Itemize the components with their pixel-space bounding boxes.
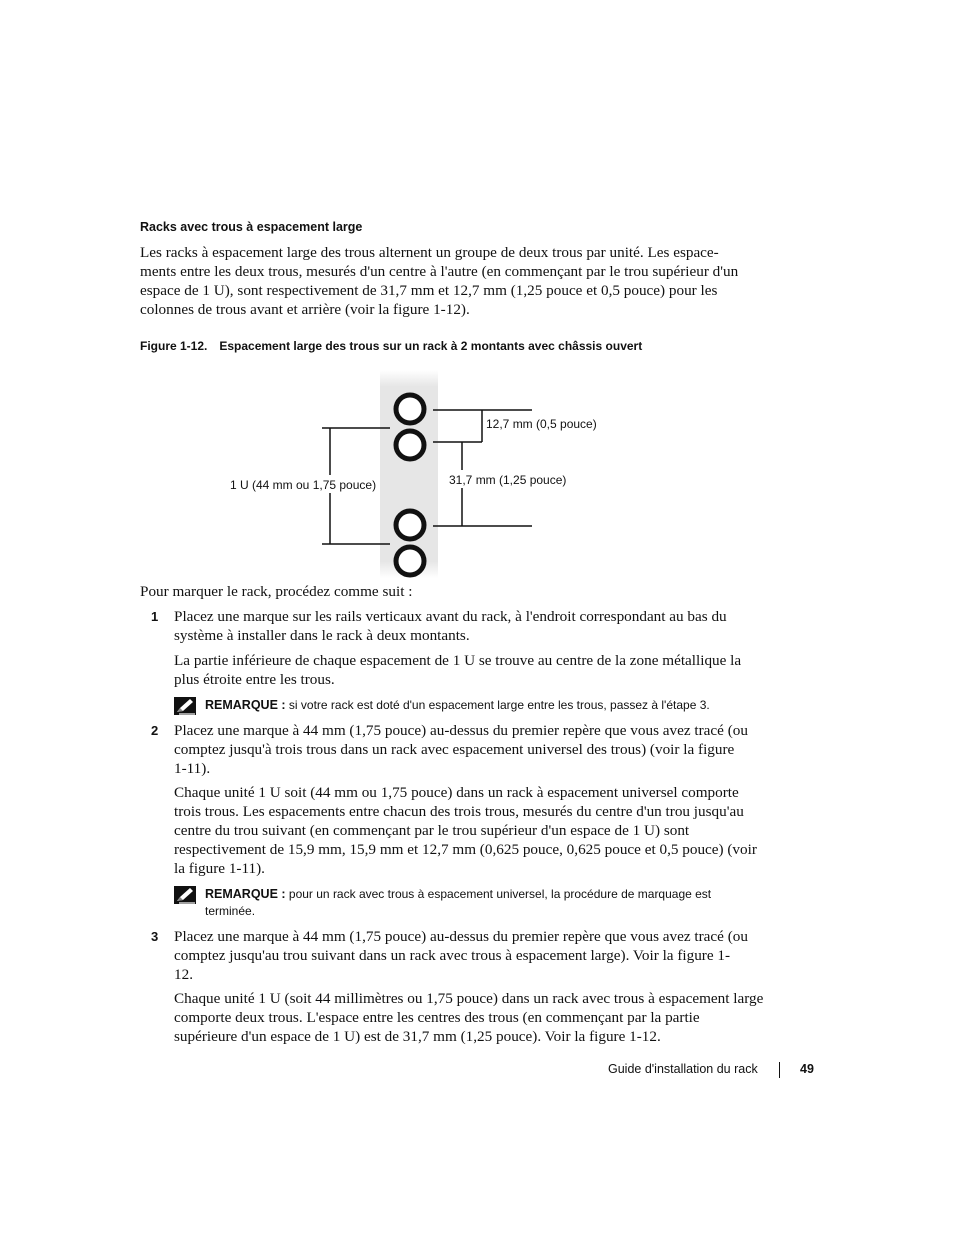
label-unit: 1 U (44 mm ou 1,75 pouce) [230,478,377,492]
step-text: Placez une marque sur les rails verticaux avant du rack, à l'endroit correspondant au bas du système à installer dans le rack à deux montants. [174,608,727,644]
rack-hole-icon [396,395,424,575]
step-text: Placez une marque à 44 mm (1,75 pouce) au-dessus du premier repère que vous avez tracé (ou comptez jusqu'à trois trous dans un rack avec espacement universel des trous) (voir la figure 1-11). [174,722,748,777]
step-text: Placez une marque à 44 mm (1,75 pouce) au-dessus du premier repère que vous avez tracé (ou comptez jusqu'au trou suivant dans un rack avec trous à espacement large). Voir la figure 1-12. [174,928,748,983]
figure-caption [140,339,642,353]
step-number: 2 [151,723,159,738]
page-number: 49 [800,1062,814,1076]
figure-title: Espacement large des trous sur un rack à 2 montants avec châssis ouvert [219,339,643,353]
step-number: 3 [151,929,159,944]
note-text: pour un rack avec trous à espacement universel, la procédure de marquage est terminée. [205,887,712,918]
note-callout [174,697,744,714]
note-label: REMARQUE : [205,887,286,901]
step-detail: Chaque unité 1 U (soit 44 millimètres ou 1,75 pouce) dans un rack avec trous à espacement large comporte deux trous. L'espace entre les centres des trous (en commençant par la partie supérieure d'un espace de 1 U) est de 31,7 mm (1,25 pouce). Voir la figure 1-12. [174,990,764,1045]
label-large-gap: 31,7 mm (1,25 pouce) [449,473,567,487]
note-label: REMARQUE : [205,698,286,712]
note-callout [174,886,734,920]
step-detail: La partie inférieure de chaque espacement de 1 U se trouve au centre de la zone métallique la plus étroite entre les trous. [174,652,742,688]
section-heading: Racks avec trous à espacement large [140,220,363,234]
note-text: si votre rack est doté d'un espacement large entre les trous, passez à l'étape 3. [288,698,710,712]
figure-number: Figure 1-12. [140,339,208,353]
pencil-note-icon [174,886,196,904]
label-small-gap: 12,7 mm (0,5 pouce) [486,417,597,431]
step-detail: Chaque unité 1 U soit (44 mm ou 1,75 pouce) dans un rack à espacement universel comporte trois trous. Les espacements entre chacun des trois trous, mesurés du centre d'un trou jusqu'au centre du trou suivant (en commençant par le trou supérieur d'un espace de 1 U) sont respectivement de 15,9 mm, 15,9 mm et 12,7 mm (0,625 pouce, 0,625 pouce et 0,5 pouce) (voir la figure 1-11). [174,784,757,877]
step-number: 1 [151,609,159,624]
footer-separator [779,1062,780,1078]
pencil-note-icon [174,697,196,715]
footer-title: Guide d'installation du rack [608,1062,758,1076]
intro-paragraph: Les racks à espacement large des trous alternent un groupe de deux trous par unité. Les espace-ments entre les deux trous, mesurés d'un centre à l'autre (en commençant par le trou supérieur d'un espace de 1 U), sont respectivement de 31,7 mm et 12,7 mm (1,25 pouce et 0,5 pouce) pour les colonnes de trous avant et arrière (voir la figure 1-12). [140,244,739,318]
procedure-lead: Pour marquer le rack, procédez comme suit : [140,583,413,600]
rack-rail [380,370,438,578]
